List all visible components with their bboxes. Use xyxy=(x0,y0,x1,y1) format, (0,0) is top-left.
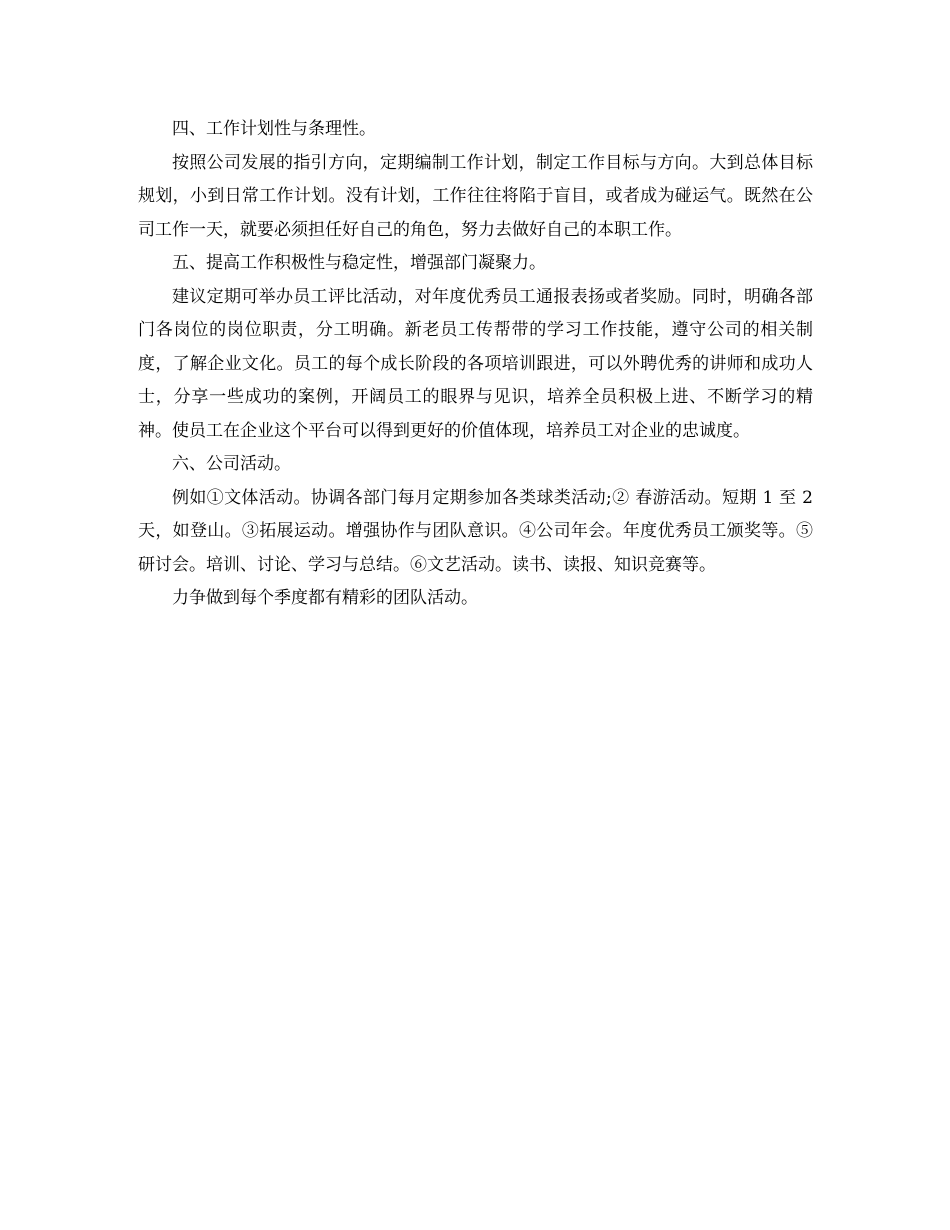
section-heading-six: 六、公司活动。 xyxy=(172,454,291,474)
paragraph-closing: 力争做到每个季度都有精彩的团队活动。 xyxy=(172,588,478,608)
paragraph-work-planning: 按照公司发展的指引方向，定期编制工作计划，制定工作目标与方向。大到总体目标 规划，小到日常工作计划。没有计划，工作往往将陷于盲目，或者成为碰运气。既然在公司工作一天，就要必须担任好自己的角色，努力去做好自己的本职工作。 xyxy=(138,152,813,240)
paragraph-company-activities: 例如①文体活动。协调各部门每月定期参加各类球类活动;② 春游活动。短期 1 至 2 天，如登山。③拓展运动。增强协作与团队意识。④公司年会。年度优秀员工颁奖等。⑤研讨会。培训、讨论、学习与总结。⑥文艺活动。读书、读报、知识竞赛等。 xyxy=(138,487,813,575)
paragraph-employee-evaluation: 建议定期可举办员工评比活动，对年度优秀员工通报表扬或者奖励。同时，明确各部门各岗位的岗位职责，分工明确。新老员工传帮带的学习工作技能，遵守公司的相关制度，了解企业文化。员工的每个成长阶段的各项培训跟进，可以外聘优秀的讲师和成功人士，分享一些成功的案例，开阔员工的眼界与见识，培养全员积极上进、不断学习的精神。使员工在企业这个平台可以得到更好的价值体现，培养员工对企业的忠诚度。 xyxy=(138,286,813,441)
document-body xyxy=(138,113,813,616)
section-heading-five: 五、提高工作积极性与稳定性，增强部门凝聚力。 xyxy=(172,253,546,273)
section-heading-four: 四、工作计划性与条理性。 xyxy=(172,119,376,139)
